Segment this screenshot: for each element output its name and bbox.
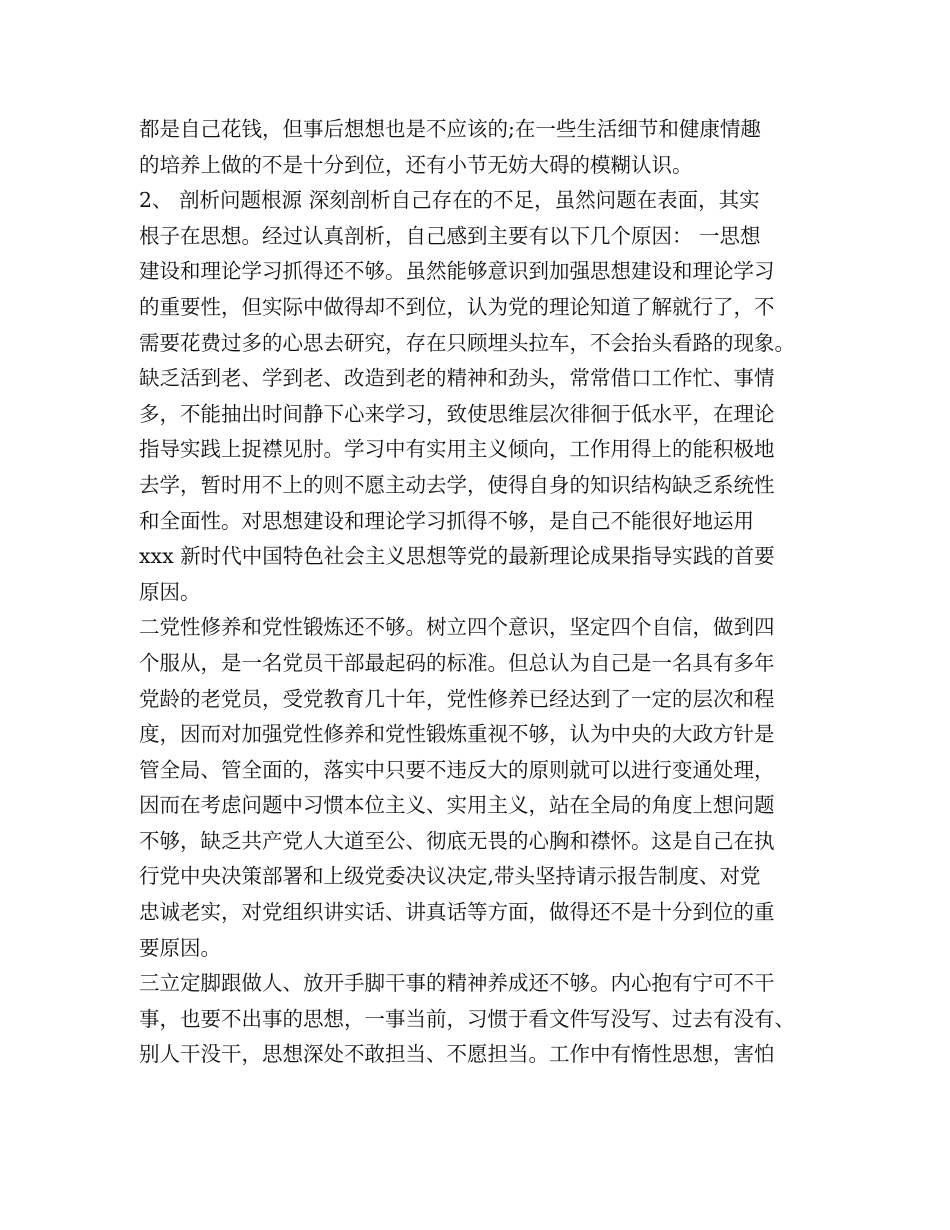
text-line: 和全面性。对思想建设和理论学习抓得不够，是自己不能很好地运用 xyxy=(139,508,754,533)
text-line: 事，也要不出事的思想，一事当前，习惯于看文件写没写、过去有没有、 xyxy=(139,1006,795,1031)
text-line: 根子在思想。经过认真剖析，自己感到主要有以下几个原因： 一思想 xyxy=(139,223,761,248)
text-line: 去学，暂时用不上的则不愿主动去学，使得自身的知识结构缺乏系统性 xyxy=(139,472,775,497)
text-line: 个服从，是一名党员干部最起码的标准。但总认为自己是一名具有多年 xyxy=(139,650,775,675)
text-line: 党龄的老党员，受党教育几十年，党性修养已经达到了一定的层次和程 xyxy=(139,686,775,711)
text-line: 需要花费过多的心思去研究，存在只顾埋头拉车，不会抬头看路的现象。 xyxy=(139,330,795,355)
text-line: 三立定脚跟做人、放开手脚干事的精神养成还不够。内心抱有宁可不干 xyxy=(139,971,775,996)
text-line: 不够，缺乏共产党人大道至公、彻底无畏的心胸和襟怀。这是自己在执 xyxy=(139,828,775,853)
body-text xyxy=(139,112,829,1073)
text-line: 指导实践上捉襟见肘。学习中有实用主义倾向，工作用得上的能积极地 xyxy=(139,437,775,462)
text-line: 缺乏活到老、学到老、改造到老的精神和劲头，常常借口工作忙、事情 xyxy=(139,366,775,391)
text-line: 管全局、管全面的，落实中只要不违反大的原则就可以进行变通处理， xyxy=(139,757,775,782)
text-line: 因而在考虑问题中习惯本位主义、实用主义，站在全局的角度上想问题 xyxy=(139,793,775,818)
text-line: 别人干没干，思想深处不敢担当、不愿担当。工作中有惰性思想，害怕 xyxy=(139,1042,775,1067)
text-line: xxx 新时代中国特色社会主义思想等党的最新理论成果指导实践的首要 xyxy=(139,544,775,569)
text-line: 的重要性，但实际中做得却不到位，认为党的理论知道了解就行了，不 xyxy=(139,294,775,319)
text-line: 多，不能抽出时间静下心来学习，致使思维层次徘徊于低水平，在理论 xyxy=(139,401,775,426)
text-line: 建设和理论学习抓得还不够。虽然能够意识到加强思想建设和理论学习 xyxy=(139,259,775,284)
text-line: 忠诚老实，对党组织讲实话、讲真话等方面，做得还不是十分到位的重 xyxy=(139,900,775,925)
text-line: 都是自己花钱，但事后想想也是不应该的;在一些生活细节和健康情趣 xyxy=(139,117,761,141)
text-line: 二党性修养和党性锻炼还不够。树立四个意识，坚定四个自信，做到四 xyxy=(139,615,775,640)
text-line: 要原因。 xyxy=(139,935,221,960)
text-line: 的培养上做的不是十分到位，还有小节无妨大碍的模糊认识。 xyxy=(139,152,693,177)
text-line: 2、 剖析问题根源 深刻剖析自己存在的不足，虽然问题在表面，其实 xyxy=(139,188,760,213)
text-line: 原因。 xyxy=(139,579,201,604)
text-line: 行党中央决策部署和上级党委决议决定,带头坚持请示报告制度、对党 xyxy=(139,864,761,889)
text-line: 度，因而对加强党性修养和党性锻炼重视不够，认为中央的大政方针是 xyxy=(139,722,775,747)
